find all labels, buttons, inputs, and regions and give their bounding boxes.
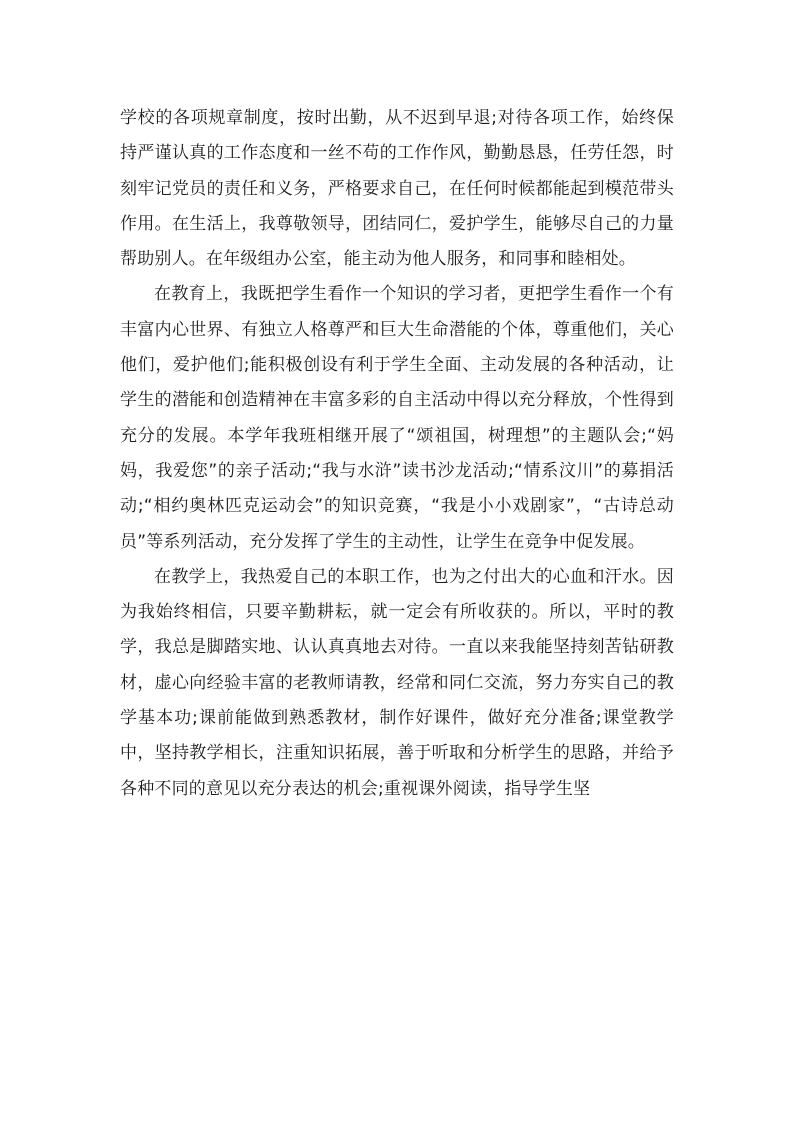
paragraph-2: 在教育上，我既把学生看作一个知识的学习者，更把学生看作一个有丰富内心世界、有独立人格尊严和巨大生命潜能的个体，尊重他们，关心他们，爱护他们;能积极创设有利于学生全面、主动发展的各种活动，让学生的潜能和创造精神在丰富多彩的自主活动中得以充分释放，个性得到充分的发展。本学年我班相继开展了“颂祖国，树理想”的主题队会;“妈妈，我爱您”的亲子活动;“我与水浒”读书沙龙活动;“情系汶川”的募捐活动;“相约奥林匹克运动会”的知识竞赛，“我是小小戏剧家”，“古诗总动员”等系列活动，充分发挥了学生的主动性，让学生在竞争中促发展。 bbox=[120, 284, 674, 552]
paragraph-1: 学校的各项规章制度，按时出勤，从不迟到早退;对待各项工作，始终保持严谨认真的工作态度和一丝不苟的工作作风，勤勤恳恳，任劳任怨，时刻牢记党员的责任和义务，严格要求自己，在任何时候都能起到模范带头作用。在生活上，我尊敬领导，团结同仁，爱护学生，能够尽自己的力量帮助别人。在年级组办公室，能主动为他人服务，和同事和睦相处。 bbox=[120, 108, 674, 270]
paragraph-3: 在教学上，我热爱自己的本职工作，也为之付出大的心血和汗水。因为我始终相信，只要辛勤耕耘，就一定会有所收获的。所以，平时的教学，我总是脚踏实地、认认真真地去对待。一直以来我能坚持刻苦钻研教材，虚心向经验丰富的老教师请教，经常和同仁交流，努力夯实自己的教学基本功;课前能做到熟悉教材，制作好课件，做好充分准备;课堂教学中，坚持教学相长，注重知识拓展，善于听取和分析学生的思路，并给予各种不同的意见以充分表达的机会;重视课外阅读，指导学生坚 bbox=[120, 566, 674, 799]
document-body bbox=[120, 101, 674, 807]
